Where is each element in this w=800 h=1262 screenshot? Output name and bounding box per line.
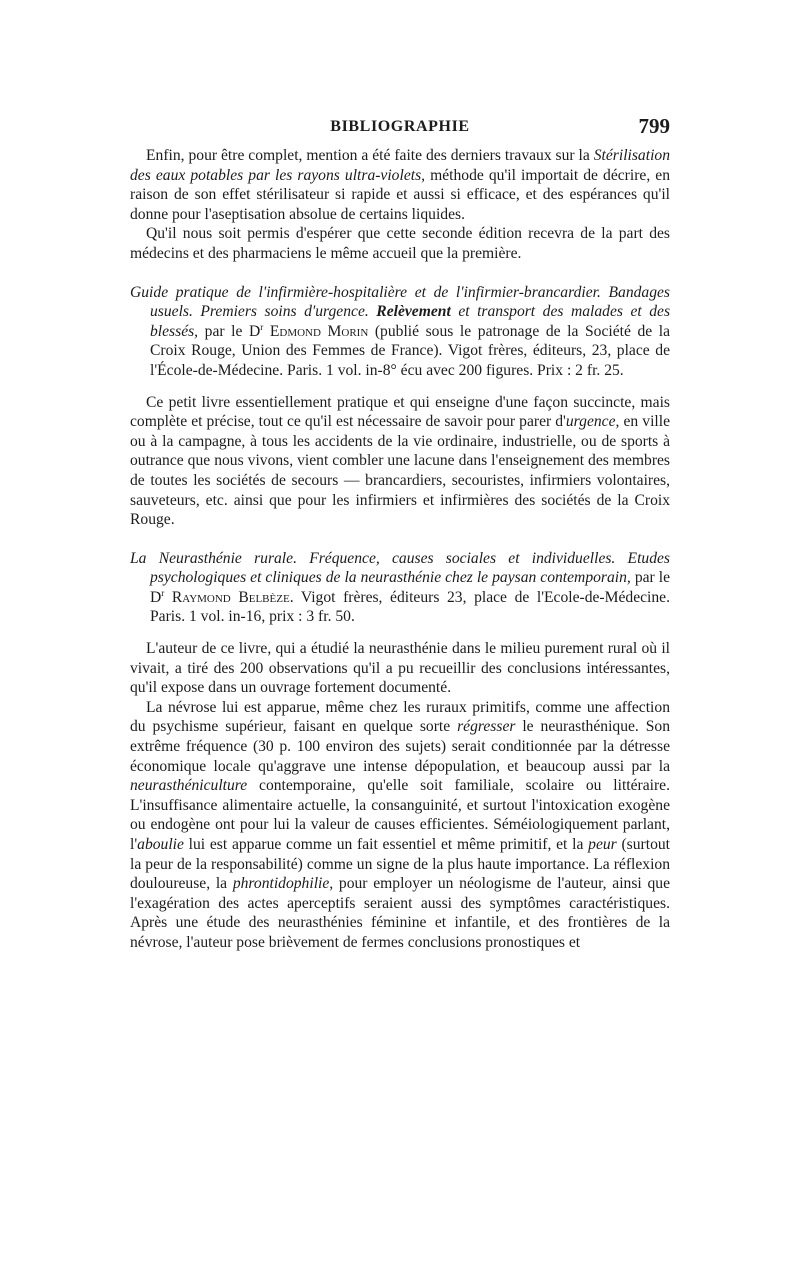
page-header xyxy=(130,114,670,140)
entry2-title-b: Fréquence, causes sociales et individuelles. Etudes psychologiques et cliniques de la neurasthénie chez le paysan contemporain, xyxy=(150,549,670,587)
entry1-review: Ce petit livre essentiellement pratique et qui enseigne d'une façon succincte, mais complète et précise, tout ce qu'il est nécessaire de savoir pour parer d'urgence, en ville ou à la campagne, à tous les accidents de la vie ordinaire, industrielle, ou de sports à outrance que nous vivons, vient combler une lacune dans l'enseignement des membres de toutes les sociétés de secours — brancardiers, secouristes, infirmiers volontaires, sauveteurs, etc. ainsi que pour les infirmiers et infirmières des sociétés de la Croix Rouge. xyxy=(130,393,670,529)
entry1-title-end: et transport des malades et des blessés, xyxy=(150,303,671,340)
running-title: BIBLIOGRAPHIE xyxy=(330,118,470,135)
entry1-title: Guide pratique de l'infirmière-hospitalière et de l'infirmier-brancardier. Bandages usuels. Premiers soins d'urgence. xyxy=(130,283,670,321)
bibliographic-entry-2: La Neurasthénie rurale. Fréquence, causes sociales et individuelles. Etudes psychologiques et cliniques de la neurasthénie chez le paysan contemporain, par le $D^r$ Raymond Belbèze. Vigot frères, éditeurs 23, place de l'Ecole-de-Médecine. Paris. 1 vol. in-16, prix : 3 fr. 50. xyxy=(130,549,670,626)
entry2-review-paragraph-1: L'auteur de ce livre, qui a étudié la neurasthénie dans le milieu purement rural où il vivait, a tiré des 200 observations qu'il a pu recueillir des conclusions intéressantes, qu'il expose dans un ouvrage fortement documenté. xyxy=(130,640,670,697)
page-number: 799 xyxy=(638,114,670,138)
entry2-title-a: La Neurasthénie rurale. xyxy=(130,549,310,567)
entry2-author: Raymond Belbèze xyxy=(171,588,290,606)
bibliographic-entry-1: Guide pratique de l'infirmière-hospitalière et de l'infirmier-brancardier. Bandages usuels. Premiers soins d'urgence. Relèvement et transport des malades et des blessés, par le $D^r$ Edmond Morin (publié sous le patronage de la Société de la Croix Rouge, Union des Femmes de France). Vigot frères, éditeurs, 23, place de l'École-de-Médecine. Paris. 1 vol. in-8° écu avec 200 figures. Prix : 2 fr. 25. xyxy=(130,283,671,379)
body-text xyxy=(130,146,670,953)
entry2-review-paragraph-2: La névrose lui est apparue, même chez les ruraux primitifs, comme une affection du psychisme supérieur, faisant en quelque sorte régresser le neurasthénique. Son extrême fréquence (30 p. 100 environ des sujets) serait conditionnée par la détresse économique locale qu'aggrave une intense dépopulation, et beaucoup aussi par la neurasthéniculture contemporaine, qu'elle soit familiale, scolaire ou littéraire. L'insuffisance alimentaire actuelle, la consanguinité, et surtout l'intoxication exogène ou endogène ont pour lui la valeur de causes efficientes. Séméiologiquement parlant, l'aboulie lui est apparue comme un fait essentiel et même primitif, et la peur (surtout la peur de la responsabilité) comme un signe de la plus haute importance. La réflexion douloureuse, la phrontidophilie, pour employer un néologisme de l'auteur, ainsi que l'exagération des actes aperceptifs seraient aussi des symptômes caractéristiques. Après une étude des neurasthénies féminine et infantile, et des frontières de la névrose, l'auteur pose brièvement de fermes conclusions pronostiques et xyxy=(130,698,670,951)
entry1-title-bold: Relèvement xyxy=(376,303,451,321)
review-continued-paragraph-1: Enfin, pour être complet, mention a été faite des derniers travaux sur la Stérilisation des eaux potables par les rayons ultra-violets, méthode qu'il importait de décrire, en raison de son effet stérilisateur si rapide et aussi si efficace, et des espérances qu'il donne pour l'aseptisation absolue de certains liquides. xyxy=(130,147,671,223)
entry1-author: Edmond Morin xyxy=(269,322,369,340)
review-continued-paragraph-2: Qu'il nous soit permis d'espérer que cette seconde édition recevra de la part des médecins et des pharmaciens le même accueil que la première. xyxy=(130,225,670,262)
